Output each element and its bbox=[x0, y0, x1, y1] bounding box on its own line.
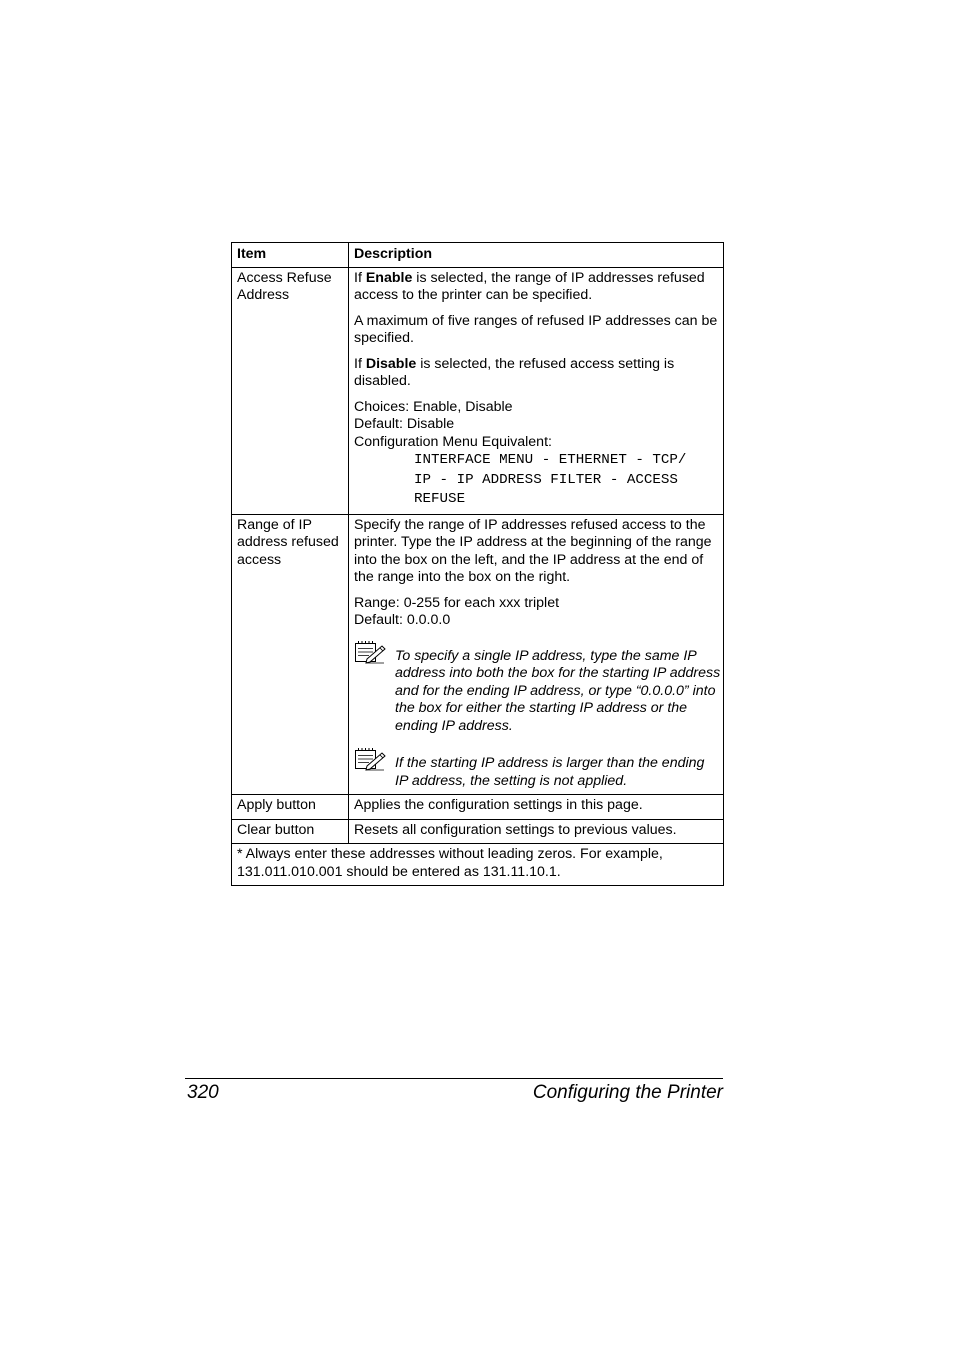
default-line: Default: 0.0.0.0 bbox=[354, 612, 451, 628]
note-block bbox=[354, 640, 721, 736]
range-line: Range: 0-255 for each xxx triplet bbox=[354, 594, 560, 611]
item-cell: Apply button bbox=[232, 795, 349, 820]
footer-divider bbox=[185, 1078, 723, 1079]
config-menu-label: Configuration Menu Equivalent: bbox=[354, 433, 552, 450]
text-run: is selected, the range of IP addresses refused access to the printer can be specified. bbox=[354, 269, 705, 303]
item-cell: Clear button bbox=[232, 819, 349, 844]
note-pad-pencil-icon bbox=[354, 747, 395, 790]
description-paragraph: Specify the range of IP addresses refused access to the printer. Type the IP address at the beginning of the range into the box on the left, and the IP address at the end of the range into the box on the right. bbox=[354, 516, 712, 585]
settings-block bbox=[354, 595, 721, 630]
settings-table bbox=[231, 242, 724, 886]
table-row-clear bbox=[232, 819, 724, 844]
default-line: Default: Disable bbox=[354, 416, 455, 432]
column-header-item: Item bbox=[232, 243, 349, 268]
description-cell bbox=[349, 267, 724, 514]
table-header-row bbox=[232, 243, 724, 268]
table-row-range bbox=[232, 514, 724, 795]
column-header-description: Description bbox=[349, 243, 724, 268]
config-menu-path: INTERFACE MENU - ETHERNET - TCP/ IP - IP ADDRESS FILTER - ACCESS REFUSE bbox=[414, 452, 687, 507]
bold-term: Disable bbox=[365, 355, 417, 372]
settings-block bbox=[354, 399, 721, 510]
description-cell bbox=[349, 514, 724, 795]
description-paragraph bbox=[354, 270, 721, 305]
item-cell: Range of IP address refused access bbox=[232, 514, 349, 795]
item-cell: Access Refuse Address bbox=[232, 267, 349, 514]
footnote-cell: * Always enter these addresses without leading zeros. For example, 131.011.010.001 should be entered as 131.11.10.1. bbox=[232, 844, 724, 886]
choices-line: Choices: Enable, Disable bbox=[354, 398, 513, 415]
description-cell: Applies the configuration settings in this page. bbox=[349, 795, 724, 820]
note-text: To specify a single IP address, type the same IP address into both the box for the starting IP address and for the ending IP address, or type “0.0.0.0” into the box for either the starting IP address or the ending IP address. bbox=[395, 647, 721, 734]
description-paragraph: A maximum of five ranges of refused IP addresses can be specified. bbox=[354, 312, 718, 346]
description-paragraph bbox=[354, 356, 721, 391]
note-text: If the starting IP address is larger than the ending IP address, the setting is not applied. bbox=[395, 755, 705, 789]
table-row-access-refuse bbox=[232, 267, 724, 514]
text-run: If bbox=[354, 269, 366, 286]
description-cell: Resets all configuration settings to previous values. bbox=[349, 819, 724, 844]
text-run: If bbox=[354, 355, 366, 372]
page-number: 320 bbox=[187, 1082, 219, 1103]
table-row-apply bbox=[232, 795, 724, 820]
table-footnote-row bbox=[232, 844, 724, 886]
bold-term: Enable bbox=[365, 269, 413, 286]
text-run: is selected, the refused access setting is disabled. bbox=[354, 355, 675, 389]
note-pad-pencil-icon bbox=[354, 640, 395, 736]
note-block bbox=[354, 747, 721, 790]
chapter-title: Configuring the Printer bbox=[532, 1082, 723, 1103]
